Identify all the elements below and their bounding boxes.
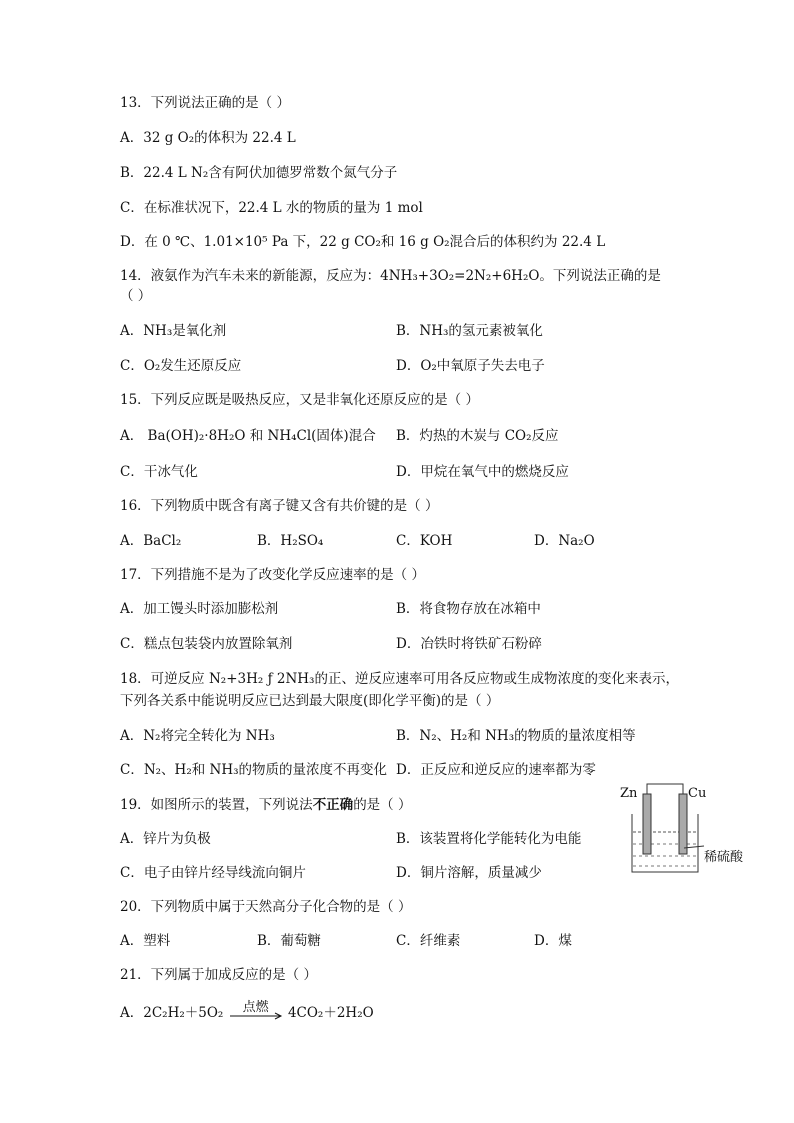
- q13-option-d: D．在 0 ℃、1.01×10⁵ Pa 下，22 g CO₂和 16 g O₂混合后的体积约为 22.4 L: [120, 234, 606, 250]
- q17-stem: 17．下列措施不是为了改变化学反应速率的是（ ）: [120, 567, 425, 583]
- dilute-sulfuric-acid-label: 稀硫酸: [704, 850, 744, 865]
- q16-option-b: B．H₂SO₄: [257, 533, 324, 549]
- q16-option-d: D．Na₂O: [534, 533, 595, 549]
- cu-label: Cu: [688, 786, 707, 801]
- q17-option-b: B．将食物存放在冰箱中: [396, 601, 541, 617]
- reaction-arrow: [228, 999, 284, 1023]
- q13-stem: 13．下列说法正确的是（ ）: [120, 95, 290, 111]
- connecting-wire: [647, 784, 683, 796]
- q15-option-d: D．甲烷在氧气中的燃烧反应: [396, 464, 569, 480]
- q17-option-c: C．糕点包装袋内放置除氧剂: [120, 636, 293, 652]
- q19-option-c: C．电子由锌片经导线流向铜片: [120, 865, 306, 881]
- q13-option-c: C．在标准状况下，22.4 L 水的物质的量为 1 mol: [120, 200, 423, 216]
- q19-stem-pre: 19．如图所示的装置，下列说法: [120, 797, 313, 813]
- q16-stem: 16．下列物质中既含有离子键又含有共价键的是（ ）: [120, 498, 439, 514]
- q18-option-d: D．正反应和逆反应的速率都为零: [396, 762, 596, 778]
- q19-option-b: B．该装置将化学能转化为电能: [396, 831, 582, 847]
- q14-option-d: D．O₂中氧原子失去电子: [396, 358, 545, 374]
- q18-stem-2: 下列各关系中能说明反应已达到最大限度(即化学平衡)的是（ ）: [120, 693, 500, 709]
- q15-option-b: B．灼热的木炭与 CO₂反应: [396, 428, 559, 444]
- q18-stem: 18．可逆反应 N₂+3H₂ ƒ 2NH₃的正、逆反应速率可用各反应物或生成物浓度的变化来表示，: [120, 671, 679, 687]
- q15-stem: 15．下列反应既是吸热反应，又是非氧化还原反应的是（ ）: [120, 392, 479, 408]
- q14-option-a: A．NH₃是氧化剂: [120, 323, 227, 339]
- arrow-icon: [228, 1011, 284, 1021]
- q21-option-a-products: 4CO₂＋2H₂O: [287, 1005, 374, 1021]
- q19-option-d: D．铜片溶解，质量减少: [396, 865, 542, 881]
- q15-option-c: C．干冰气化: [120, 464, 198, 480]
- q20-option-b: B．葡萄糖: [257, 933, 321, 949]
- q14-option-b: B．NH₃的氢元素被氧化: [396, 323, 543, 339]
- zn-label: Zn: [620, 786, 638, 801]
- q19-stem-emphasis: 不正确: [312, 797, 354, 813]
- q17-option-a: A．加工馒头时添加膨松剂: [120, 601, 279, 617]
- q13-option-b: B．22.4 L N₂含有阿伏加德罗常数个氮气分子: [120, 165, 398, 181]
- q19-stem: [120, 796, 411, 814]
- q15-option-a: A． Ba(OH)₂·8H₂O 和 NH₄Cl(固体)混合: [120, 428, 376, 444]
- q14-option-c: C．O₂发生还原反应: [120, 358, 242, 374]
- copper-electrode: [679, 794, 687, 854]
- q13-option-a: A．32 g O₂的体积为 22.4 L: [120, 130, 296, 146]
- q20-option-d: D．煤: [534, 933, 572, 949]
- galvanic-cell-diagram: [620, 780, 780, 880]
- q18-option-b: B．N₂、H₂和 NH₃的物质的量浓度相等: [396, 728, 636, 744]
- q19-option-a: A．锌片为负极: [120, 831, 211, 847]
- q21-stem: 21．下列属于加成反应的是（ ）: [120, 967, 317, 983]
- q14-stem: 14．液氨作为汽车未来的新能源，反应为：4NH₃+3O₂=2N₂+6H₂O。下列说法正确的是: [120, 268, 661, 284]
- q14-stem-bracket: （ ）: [120, 288, 152, 304]
- q20-option-a: A．塑料: [120, 933, 171, 949]
- q18-option-a: A．N₂将完全转化为 NH₃: [120, 728, 275, 744]
- q19-stem-post: 的是（ ）: [353, 797, 412, 813]
- beaker: [632, 814, 698, 872]
- q20-option-c: C．纤维素: [396, 933, 461, 949]
- q21-option-a: [120, 999, 374, 1023]
- q17-option-d: D．冶铁时将铁矿石粉碎: [396, 636, 542, 652]
- q21-option-a-reactants: A．2C₂H₂＋5O₂: [120, 1005, 224, 1021]
- zinc-electrode: [643, 794, 651, 854]
- q16-option-a: A．BaCl₂: [120, 533, 182, 549]
- q20-stem: 20．下列物质中属于天然高分子化合物的是（ ）: [120, 899, 412, 915]
- reaction-condition: 点燃: [242, 999, 269, 1015]
- q16-option-c: C．KOH: [396, 533, 453, 549]
- q18-option-c: C．N₂、H₂和 NH₃的物质的量浓度不再变化: [120, 762, 388, 778]
